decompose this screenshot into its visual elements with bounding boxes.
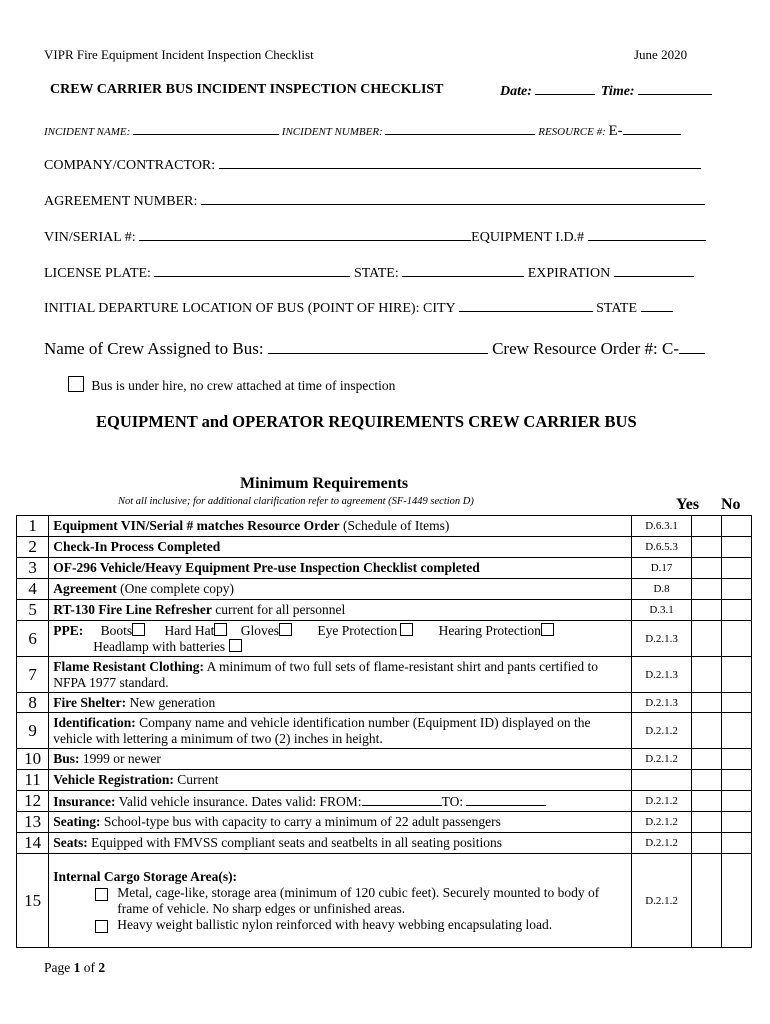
page-of: of xyxy=(80,960,99,975)
equipment-id-label: EQUIPMENT I.D.# xyxy=(471,230,585,245)
vin-label: VIN/SERIAL #: xyxy=(44,230,136,245)
incident-number-label: INCIDENT NUMBER: xyxy=(281,126,383,138)
no-cell[interactable] xyxy=(721,770,751,791)
requirement-text xyxy=(49,621,632,657)
requirement-detail: (One complete copy) xyxy=(116,581,235,596)
row-number: 8 xyxy=(17,693,49,713)
page-label: Page xyxy=(44,960,74,975)
reference: D.2.1.2 xyxy=(632,749,691,770)
table-row xyxy=(17,537,752,558)
departure-row xyxy=(44,299,673,317)
ppe-eye-checkbox[interactable] xyxy=(400,623,413,636)
under-hire-row xyxy=(68,376,395,394)
reference: D.8 xyxy=(632,579,691,600)
requirement-bold: Bus: xyxy=(53,751,80,766)
row-number: 1 xyxy=(17,516,49,537)
resource-blank[interactable] xyxy=(623,122,681,135)
requirement-text xyxy=(49,537,632,558)
requirement-bold: RT-130 Fire Line Refresher xyxy=(53,602,212,617)
time-blank[interactable] xyxy=(638,82,712,95)
requirement-text xyxy=(49,516,632,537)
table-row xyxy=(17,621,752,657)
requirement-text xyxy=(49,558,632,579)
no-cell[interactable] xyxy=(721,600,751,621)
no-cell[interactable] xyxy=(721,579,751,600)
requirement-bold: Fire Shelter: xyxy=(53,694,127,710)
insurance-from-blank[interactable] xyxy=(362,793,442,806)
reference: D.2.1.3 xyxy=(632,693,691,713)
under-hire-label: Bus is under hire, no crew attached at time of inspection xyxy=(91,378,396,393)
requirement-bold: Check-In Process Completed xyxy=(53,539,221,554)
page-footer xyxy=(44,960,105,976)
reference: D.2.1.2 xyxy=(632,854,691,948)
row-number: 4 xyxy=(17,579,49,600)
ppe-hearing-label: Hearing Protection xyxy=(438,622,541,638)
crew-name-label: Name of Crew Assigned to Bus: xyxy=(44,339,264,358)
requirement-text xyxy=(49,579,632,600)
row-number: 15 xyxy=(17,854,49,948)
requirement-bold: Agreement xyxy=(53,581,117,596)
table-row xyxy=(17,713,752,749)
state-label: STATE: xyxy=(353,266,399,281)
row-number: 13 xyxy=(17,812,49,833)
page-number: 1 xyxy=(73,960,81,975)
requirement-detail: A minimum of two full sets of flame-resistant shirt and pants certified to NFPA 1977 standard. xyxy=(53,658,599,690)
no-cell[interactable] xyxy=(721,749,751,770)
requirement-bold: Flame Resistant Clothing: xyxy=(53,658,204,674)
expiration-blank[interactable] xyxy=(614,264,694,277)
agreement-blank[interactable] xyxy=(201,192,705,205)
table-row xyxy=(17,558,752,579)
state-blank[interactable] xyxy=(402,264,524,277)
requirement-bold: OF-296 Vehicle/Heavy Equipment Pre-use Inspection Checklist completed xyxy=(53,560,480,575)
requirement-text xyxy=(49,749,632,770)
reference: D.17 xyxy=(632,558,691,579)
crew-order-label: Crew Resource Order #: C- xyxy=(492,339,680,358)
crew-row xyxy=(44,338,705,359)
yes-cell[interactable] xyxy=(691,791,721,812)
requirement-bold: Identification: xyxy=(53,714,136,730)
yes-cell[interactable] xyxy=(691,600,721,621)
time-label: Time: xyxy=(600,84,635,99)
table-row xyxy=(17,854,752,948)
date-label: Date: xyxy=(500,84,532,99)
requirement-bold: Equipment VIN/Serial # matches Resource Order xyxy=(53,518,340,533)
no-cell[interactable] xyxy=(721,516,751,537)
row-number: 3 xyxy=(17,558,49,579)
equipment-id-blank[interactable] xyxy=(588,228,706,241)
expiration-label: EXPIRATION xyxy=(527,266,611,281)
requirement-bold: Seating: xyxy=(53,814,101,829)
vin-blank[interactable] xyxy=(139,228,471,241)
requirement-text xyxy=(49,713,632,749)
license-row xyxy=(44,264,694,282)
cargo-nylon-checkbox[interactable] xyxy=(95,920,108,933)
table-row xyxy=(17,749,752,770)
min-requirements-heading: Minimum Requirements xyxy=(240,475,409,492)
no-cell[interactable] xyxy=(721,791,751,812)
reference: D.2.1.2 xyxy=(632,713,691,749)
table-row xyxy=(17,833,752,854)
row-number: 5 xyxy=(17,600,49,621)
ppe-hearing-checkbox[interactable] xyxy=(541,623,554,636)
yes-cell[interactable] xyxy=(691,579,721,600)
requirements-table xyxy=(16,515,752,948)
no-cell[interactable] xyxy=(721,854,751,948)
yes-cell[interactable] xyxy=(691,770,721,791)
incident-row xyxy=(44,122,681,140)
row-number: 7 xyxy=(17,657,49,693)
requirement-detail: Company name and vehicle identification number (Equipment ID) displayed on the vehicle with lettering a minimum of two (2) inches in height. xyxy=(53,714,591,746)
requirement-detail: New generation xyxy=(126,694,216,710)
reference: D.6.5.3 xyxy=(632,537,691,558)
requirement-text xyxy=(49,693,632,713)
resource-label: RESOURCE #: xyxy=(538,126,606,138)
departure-city-blank[interactable] xyxy=(459,299,593,312)
yes-cell[interactable] xyxy=(691,537,721,558)
reference: D.2.1.2 xyxy=(632,791,691,812)
page-total: 2 xyxy=(98,960,106,975)
departure-state-label: STATE xyxy=(596,301,638,316)
yes-cell[interactable] xyxy=(691,621,721,657)
reference: D.2.1.3 xyxy=(632,657,691,693)
reference: D.3.1 xyxy=(632,600,691,621)
date-field[interactable] xyxy=(500,82,712,100)
row-number: 10 xyxy=(17,749,49,770)
row-number: 11 xyxy=(17,770,49,791)
table-row xyxy=(17,516,752,537)
yes-cell[interactable] xyxy=(691,693,721,713)
cargo-option-metal xyxy=(53,885,627,917)
ppe-headlamp-label: Headlamp with batteries xyxy=(93,638,226,654)
no-cell[interactable] xyxy=(721,693,751,713)
requirement-detail: Current xyxy=(173,772,219,787)
yes-cell[interactable] xyxy=(691,657,721,693)
requirement-text xyxy=(49,833,632,854)
requirement-bold: PPE: xyxy=(53,622,84,638)
document-date: June 2020 xyxy=(634,47,688,62)
yes-cell[interactable] xyxy=(691,713,721,749)
yes-cell[interactable] xyxy=(691,516,721,537)
date-blank[interactable] xyxy=(535,82,595,95)
yes-cell[interactable] xyxy=(691,749,721,770)
requirement-text xyxy=(49,791,632,812)
cargo-metal-label: Metal, cage-like, storage area (minimum of 120 cubic feet). Securely mounted to body of frame of vehicle. No sharp edges or unfinished areas. xyxy=(117,884,600,916)
table-row xyxy=(17,693,752,713)
crew-order-blank[interactable] xyxy=(679,338,705,354)
yes-header: Yes xyxy=(676,496,700,513)
requirement-text xyxy=(49,854,632,948)
requirement-text xyxy=(49,600,632,621)
requirement-detail: current for all personnel xyxy=(211,602,346,617)
table-row xyxy=(17,791,752,812)
company-label: COMPANY/CONTRACTOR: xyxy=(44,158,216,173)
row-number: 9 xyxy=(17,713,49,749)
no-cell[interactable] xyxy=(721,537,751,558)
ppe-hardhat-label: Hard Hat xyxy=(164,622,215,638)
cargo-nylon-label: Heavy weight ballistic nylon reinforced with heavy webbing encapsulating load. xyxy=(117,916,553,932)
section-heading: EQUIPMENT and OPERATOR REQUIREMENTS CREW CARRIER BUS xyxy=(96,412,637,431)
crew-name-blank[interactable] xyxy=(268,338,488,354)
table-row xyxy=(17,770,752,791)
table-row xyxy=(17,657,752,693)
no-cell[interactable] xyxy=(721,558,751,579)
license-label: LICENSE PLATE: xyxy=(44,266,151,281)
requirement-bold: Vehicle Registration: xyxy=(53,772,174,787)
requirement-text xyxy=(49,770,632,791)
requirement-detail: (Schedule of Items) xyxy=(339,518,450,533)
requirement-detail: Equipped with FMVSS compliant seats and seatbelts in all seating positions xyxy=(87,835,503,850)
requirement-text xyxy=(49,812,632,833)
cargo-option-nylon xyxy=(53,917,627,933)
requirement-detail: Valid vehicle insurance. Dates valid: FROM: xyxy=(115,793,362,809)
insurance-to-label: TO: xyxy=(441,793,464,809)
requirement-bold: Insurance: xyxy=(53,793,116,809)
resource-prefix: E- xyxy=(608,123,623,139)
no-cell[interactable] xyxy=(721,812,751,833)
vin-row xyxy=(44,228,706,246)
yes-cell[interactable] xyxy=(691,854,721,948)
reference: D.2.1.3 xyxy=(632,621,691,657)
row-number: 12 xyxy=(17,791,49,812)
ppe-boots-checkbox[interactable] xyxy=(132,623,145,636)
no-cell[interactable] xyxy=(721,833,751,854)
reference xyxy=(632,770,691,791)
requirement-bold: Seats: xyxy=(53,835,88,850)
no-cell[interactable] xyxy=(721,657,751,693)
yes-cell[interactable] xyxy=(691,558,721,579)
ppe-boots-label: Boots xyxy=(100,622,133,638)
no-cell[interactable] xyxy=(721,713,751,749)
reference: D.2.1.2 xyxy=(632,833,691,854)
requirement-text xyxy=(49,657,632,693)
company-blank[interactable] xyxy=(219,156,701,169)
requirement-detail: 1999 or newer xyxy=(79,751,161,766)
no-cell[interactable] xyxy=(721,621,751,657)
row-number: 6 xyxy=(17,621,49,657)
incident-number-blank[interactable] xyxy=(385,122,535,135)
row-number: 2 xyxy=(17,537,49,558)
cargo-metal-checkbox[interactable] xyxy=(95,888,108,901)
incident-name-blank[interactable] xyxy=(133,122,279,135)
company-row xyxy=(44,156,701,174)
departure-state-blank[interactable] xyxy=(641,299,673,312)
requirement-bold: Internal Cargo Storage Area(s): xyxy=(53,868,238,884)
row-number: 14 xyxy=(17,833,49,854)
no-header: No xyxy=(721,496,741,513)
document-header: VIPR Fire Equipment Incident Inspection Checklist xyxy=(44,47,314,62)
license-blank[interactable] xyxy=(154,264,350,277)
requirement-detail: School-type bus with capacity to carry a minimum of 22 adult passengers xyxy=(100,814,501,829)
ppe-eye-label: Eye Protection xyxy=(317,622,398,638)
incident-name-label: INCIDENT NAME: xyxy=(44,126,131,138)
agreement-row xyxy=(44,192,705,210)
yes-cell[interactable] xyxy=(691,812,721,833)
table-row xyxy=(17,579,752,600)
insurance-to-blank[interactable] xyxy=(466,793,546,806)
under-hire-checkbox[interactable] xyxy=(68,376,84,392)
clarification-note: Not all inclusive; for additional clarification refer to agreement (SF-1449 section D) xyxy=(118,496,474,507)
page-title: CREW CARRIER BUS INCIDENT INSPECTION CHECKLIST xyxy=(50,82,444,97)
yes-cell[interactable] xyxy=(691,833,721,854)
ppe-headlamp-checkbox[interactable] xyxy=(229,639,242,652)
table-row xyxy=(17,600,752,621)
ppe-gloves-checkbox[interactable] xyxy=(279,623,292,636)
agreement-label: AGREEMENT NUMBER: xyxy=(44,194,198,209)
reference: D.6.3.1 xyxy=(632,516,691,537)
ppe-hardhat-checkbox[interactable] xyxy=(214,623,227,636)
table-row xyxy=(17,812,752,833)
departure-label: INITIAL DEPARTURE LOCATION OF BUS (POINT OF HIRE): CITY xyxy=(44,301,456,316)
ppe-gloves-label: Gloves xyxy=(240,622,279,638)
reference: D.2.1.2 xyxy=(632,812,691,833)
